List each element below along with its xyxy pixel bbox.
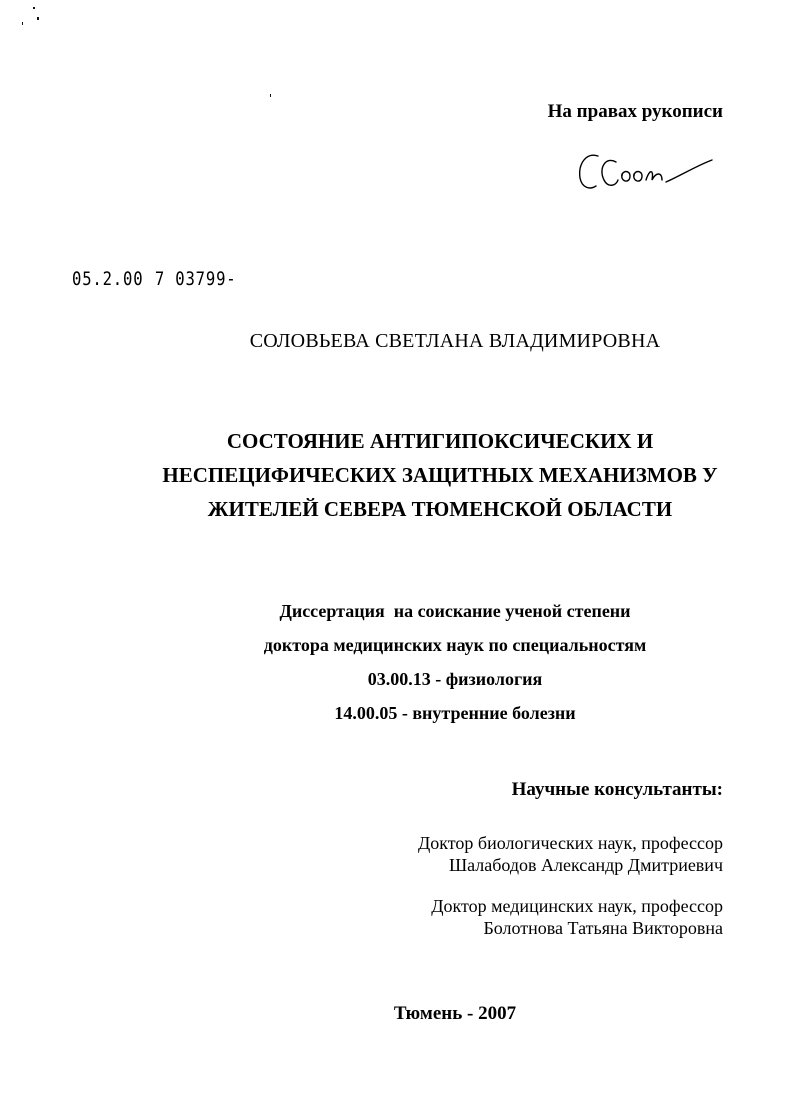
- degree-info: [150, 594, 760, 730]
- title-line: СОСТОЯНИЕ АНТИГИПОКСИЧЕСКИХ И: [226, 429, 654, 453]
- stamp-mark: -: [226, 268, 237, 290]
- scan-speck: [270, 94, 271, 97]
- degree-line: доктора медицинских наук по специальностям: [263, 635, 647, 655]
- stamp-number: 7 03799: [154, 268, 227, 290]
- title-line: НЕСПЕЦИФИЧЕСКИХ ЗАЩИТНЫХ МЕХАНИЗМОВ У: [162, 463, 718, 487]
- dissertation-title: [150, 424, 730, 526]
- consultant-name: Шалабодов Александр Дмитриевич: [448, 855, 723, 875]
- degree-line: Диссертация на соискание ученой степени: [279, 601, 631, 621]
- author-name: СОЛОВЬЕВА СВЕТЛАНА ВЛАДИМИРОВНА: [249, 330, 661, 352]
- scan-speck: [37, 17, 39, 20]
- consultant-entry: [431, 895, 723, 939]
- archive-stamp: [72, 268, 236, 290]
- scan-speck: [33, 7, 35, 9]
- scan-speck: [22, 22, 23, 25]
- consultant-name: Болотнова Татьяна Викторовна: [483, 918, 723, 938]
- consultant-entry: [418, 832, 723, 876]
- consultants-heading: Научные консультанты:: [511, 779, 723, 800]
- signature: [576, 150, 716, 200]
- title-line: ЖИТЕЛЕЙ СЕВЕРА ТЮМЕНСКОЙ ОБЛАСТИ: [207, 497, 673, 521]
- manuscript-note: На правах рукописи: [547, 101, 723, 122]
- consultant-title: Доктор биологических наук, профессор: [418, 833, 723, 853]
- stamp-code: 05.2.00: [72, 268, 144, 290]
- specialty-line: 03.00.13 - физиология: [367, 669, 543, 689]
- city-year: Тюмень - 2007: [393, 1003, 517, 1024]
- consultant-title: Доктор медицинских наук, профессор: [431, 896, 723, 916]
- specialty-line: 14.00.05 - внутренние болезни: [334, 703, 576, 723]
